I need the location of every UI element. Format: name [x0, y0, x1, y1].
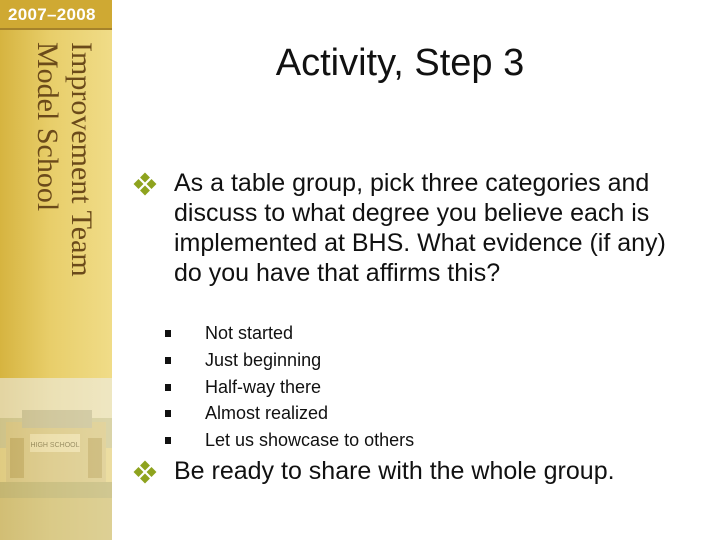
list-item	[165, 400, 565, 427]
sidebar-band	[0, 0, 112, 540]
list-item-text: Not started	[205, 323, 294, 343]
square-bullet-icon	[165, 384, 171, 391]
school-photo	[0, 378, 112, 540]
list-item	[165, 347, 565, 374]
square-bullet-icon	[165, 410, 171, 417]
list-item	[165, 320, 565, 347]
list-item	[165, 427, 565, 454]
year-banner	[0, 0, 112, 30]
year-label: 2007–2008	[8, 5, 96, 24]
list-item-text: Just beginning	[205, 349, 322, 370]
list-item-text: Almost realized	[205, 403, 329, 424]
sidebar-title-line2: Improvement Team	[65, 42, 98, 277]
list-item-text: Half-way there	[205, 376, 322, 397]
diamond-bullet-icon	[134, 461, 156, 483]
bullet-text-2: Be ready to share with the whole group.	[174, 457, 615, 485]
degree-list	[165, 320, 565, 454]
square-bullet-icon	[165, 330, 171, 337]
sidebar-title	[16, 42, 98, 360]
sidebar-title-line1: Model School	[31, 42, 64, 212]
bullet-text-1: As a table group, pick three categories and discuss to what degree you believe each is implemented at BHS. What evidence (if any) do you have that affirms this?	[174, 169, 666, 287]
diamond-bullet-icon	[134, 173, 156, 195]
square-bullet-icon	[165, 437, 171, 444]
list-item-text: Let us showcase to others	[205, 430, 415, 451]
slide-title: Activity, Step 3	[275, 42, 525, 84]
list-item	[165, 374, 565, 401]
photo-sign-text: HIGH SCHOOL	[30, 442, 80, 449]
square-bullet-icon	[165, 357, 171, 364]
